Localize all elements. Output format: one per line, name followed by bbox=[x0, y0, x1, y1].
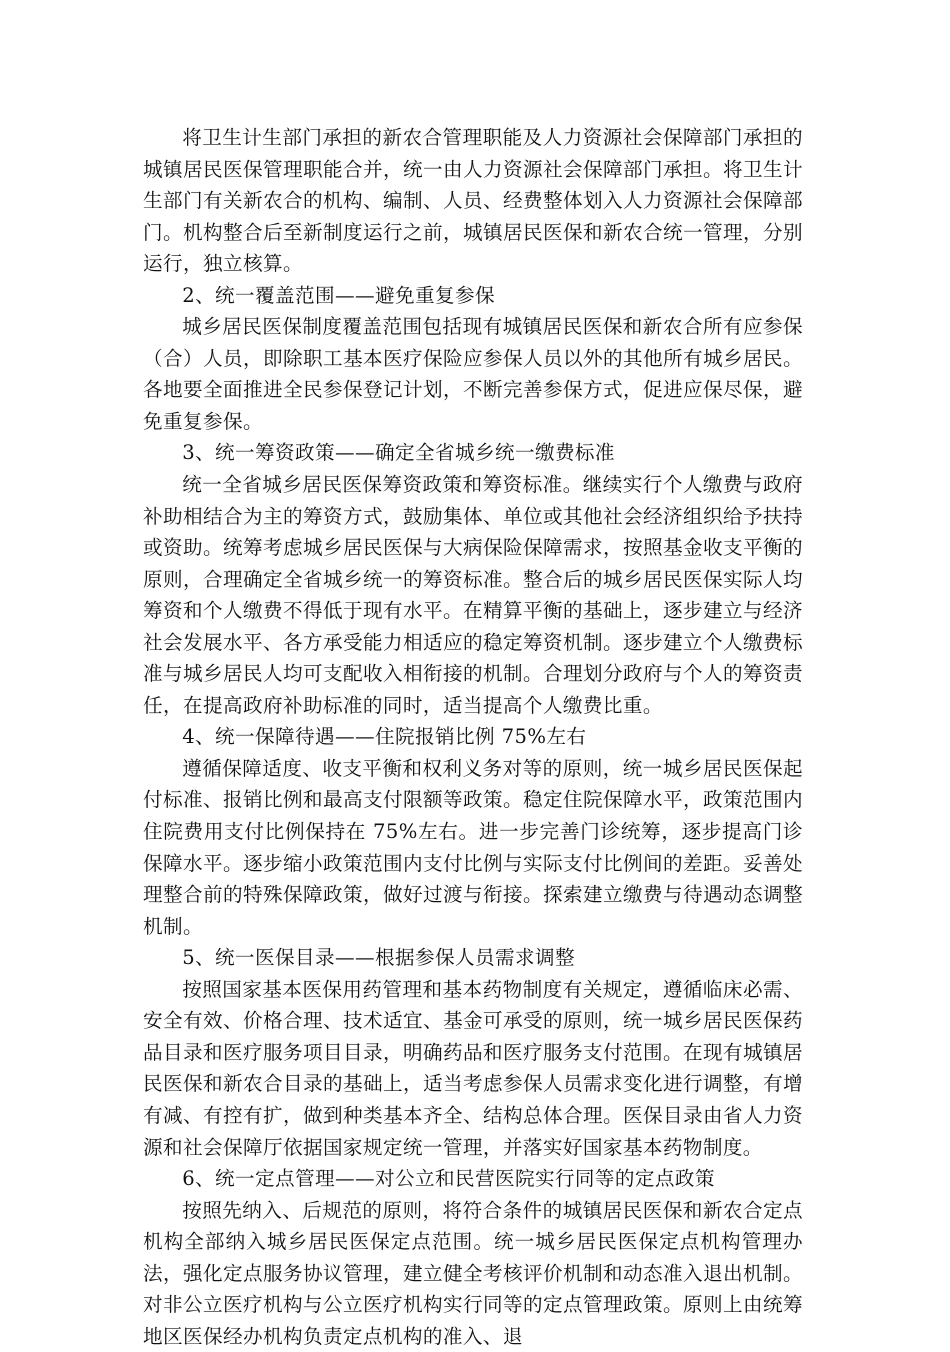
heading-catalog: 5、统一医保目录——根据参保人员需求调整 bbox=[182, 946, 575, 970]
heading-coverage: 2、统一覆盖范围——避免重复参保 bbox=[182, 283, 495, 307]
heading-benefits: 4、统一保障待遇——住院报销比例 75%左右 bbox=[182, 725, 587, 749]
paragraph-institution-merge: 将卫生计生部门承担的新农合管理职能及人力资源社会保障部门承担的城镇居民医保管理职能合并，统一由人力资源社会保障部门承担。将卫生计生部门有关新农合的机构、编制、人员、经费整体划入人力资源社会保障部门。机构整合后至新制度运行之前，城镇居民医保和新农合统一管理，分别运行，独立核算。 bbox=[143, 126, 803, 276]
paragraph-benefits: 遵循保障适度、收支平衡和权利义务对等的原则，统一城乡居民医保起付标准、报销比例和最高支付限额等政策。稳定住院保障水平，政策范围内住院费用支付比例保持在 75%左右。进一步完善门诊统筹，逐步提高门诊保障水平。逐步缩小政策范围内支付比例与实际支付比例间的差距。妥善处理整合前的特殊保障政策，做好过渡与衔接。探索建立缴费与待遇动态调整机制。 bbox=[143, 756, 803, 938]
heading-designated-management: 6、统一定点管理——对公立和民营医院实行同等的定点政策 bbox=[182, 1167, 715, 1191]
paragraph-catalog: 按照国家基本医保用药管理和基本药物制度有关规定，遵循临床必需、安全有效、价格合理、技术适宜、基金可承受的原则，统一城乡居民医保药品目录和医疗服务项目目录，明确药品和医疗服务支付范围。在现有城镇居民医保和新农合目录的基础上，适当考虑参保人员需求变化进行调整，有增有减、有控有扩，做到种类基本齐全、结构总体合理。医保目录由省人力资源和社会保障厅依据国家规定统一管理，并落实好国家基本药物制度。 bbox=[143, 977, 803, 1159]
paragraph-coverage: 城乡居民医保制度覆盖范围包括现有城镇居民医保和新农合所有应参保（合）人员，即除职工基本医疗保险应参保人员以外的其他所有城乡居民。各地要全面推进全民参保登记计划，不断完善参保方式，促进应保尽保，避免重复参保。 bbox=[143, 315, 803, 433]
document-body bbox=[143, 122, 803, 1352]
paragraph-designated-management: 按照先纳入、后规范的原则，将符合条件的城镇居民医保和新农合定点机构全部纳入城乡居民医保定点范围。统一城乡居民医保定点机构管理办法，强化定点服务协议管理，建立健全考核评价机制和动态准入退出机制。对非公立医疗机构与公立医疗机构实行同等的定点管理政策。原则上由统筹地区医保经办机构负责定点机构的准入、退 bbox=[143, 1198, 803, 1348]
heading-funding: 3、统一筹资政策——确定全省城乡统一缴费标准 bbox=[182, 441, 615, 465]
paragraph-funding: 统一全省城乡居民医保筹资政策和筹资标准。继续实行个人缴费与政府补助相结合为主的筹资方式，鼓励集体、单位或其他社会经济组织给予扶持或资助。统筹考虑城乡居民医保与大病保险保障需求，按照基金收支平衡的原则，合理确定全省城乡统一的筹资标准。整合后的城乡居民医保实际人均筹资和个人缴费不得低于现有水平。在精算平衡的基础上，逐步建立与经济社会发展水平、各方承受能力相适应的稳定筹资机制。逐步建立个人缴费标准与城乡居民人均可支配收入相衔接的机制。合理划分政府与个人的筹资责任，在提高政府补助标准的同时，适当提高个人缴费比重。 bbox=[143, 473, 803, 717]
